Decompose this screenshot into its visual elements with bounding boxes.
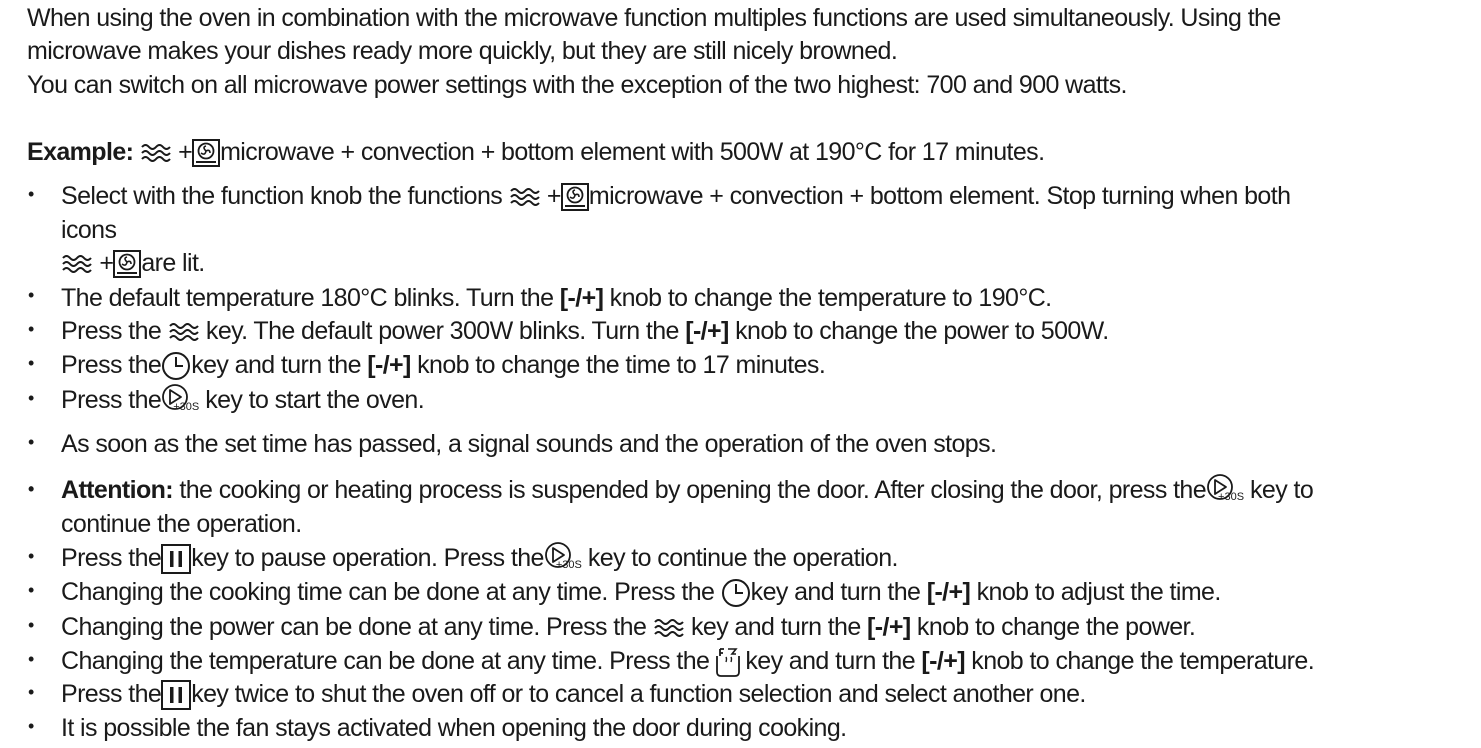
bullet: • xyxy=(28,353,34,373)
step-text: The default temperature 180°C blinks. Turn the xyxy=(61,284,554,312)
note-text: key and turn the xyxy=(690,613,861,641)
bullet: • xyxy=(28,682,34,702)
microwave-waves-icon xyxy=(168,321,200,343)
convection-fan-icon xyxy=(192,139,220,167)
plus-sign: + xyxy=(178,138,193,166)
step-text: knob to change the temperature to 190°C. xyxy=(609,284,1052,312)
step-text: Press the xyxy=(61,351,162,379)
note-fan: It is possible the fan stays activated when opening the door during cooking. xyxy=(61,714,847,742)
note-text: key to pause operation. Press the xyxy=(191,544,544,572)
note-text: key and turn the xyxy=(750,578,921,606)
intro-line-2: microwave makes your dishes ready more quickly, but they are still nicely browned. xyxy=(27,37,898,65)
thermometer-icon xyxy=(709,645,745,679)
step-text: key. The default power 300W blinks. Turn the xyxy=(205,317,679,345)
note-text: knob to change the temperature. xyxy=(971,647,1315,675)
note-text: continue the operation. xyxy=(61,510,302,538)
bullet: • xyxy=(28,546,34,566)
note-pause xyxy=(61,541,898,575)
step-text: icons xyxy=(61,216,117,244)
note-change-temperature xyxy=(61,644,1314,678)
example-line xyxy=(27,135,1044,169)
bullet: • xyxy=(28,285,34,305)
step-text: Press the xyxy=(61,317,162,345)
step-finished: As soon as the set time has passed, a signal sounds and the operation of the oven stops. xyxy=(61,430,997,458)
bullet: • xyxy=(28,388,34,408)
step-text: Select with the function knob the functions xyxy=(61,182,503,210)
start-icon-label: +30S xyxy=(1218,491,1245,504)
step-time xyxy=(61,348,825,382)
start-icon-label: +30S xyxy=(555,559,582,572)
bullet: • xyxy=(28,319,34,339)
note-text: knob to change the power. xyxy=(916,613,1196,641)
intro-line-1: When using the oven in combination with the microwave function multiples functions are used simultaneously. Using the xyxy=(27,4,1281,32)
knob-label: [-/+] xyxy=(921,647,965,675)
microwave-waves-icon xyxy=(653,617,685,639)
bullet: • xyxy=(28,649,34,669)
bullet: • xyxy=(28,580,34,600)
bullet: • xyxy=(28,479,34,499)
step-power xyxy=(61,314,1109,348)
note-text: key and turn the xyxy=(745,647,916,675)
step-icons-lit xyxy=(61,246,205,280)
pause-icon xyxy=(161,680,191,710)
attention-label: Attention: xyxy=(61,476,174,504)
start-plus30s-icon xyxy=(544,542,588,576)
pause-icon xyxy=(161,544,191,574)
note-text: Changing the temperature can be done at any time. Press the xyxy=(61,647,710,675)
step-text: key to start the oven. xyxy=(205,386,425,414)
convection-fan-icon xyxy=(113,250,141,278)
note-text: Changing the cooking time can be done at any time. Press the xyxy=(61,578,715,606)
example-label: Example: xyxy=(27,138,134,166)
note-text: Press the xyxy=(61,544,162,572)
example-text: microwave + convection + bottom element with 500W at 190°C for 17 minutes. xyxy=(220,138,1045,166)
note-text: Press the xyxy=(61,680,162,708)
step-text: key and turn the xyxy=(191,351,361,379)
knob-label: [-/+] xyxy=(559,284,604,312)
step-text: knob to change the power to 500W. xyxy=(735,317,1109,345)
note-change-time xyxy=(61,575,1221,609)
step-text: are lit. xyxy=(141,249,205,277)
start-plus30s-icon xyxy=(1206,474,1250,508)
step-select-function xyxy=(61,179,1290,213)
intro-line-3: You can switch on all microwave power settings with the exception of the two highest: 700 and 900 watts. xyxy=(27,71,1127,99)
note-change-power xyxy=(61,610,1195,644)
note-cancel xyxy=(61,677,1086,711)
clock-icon xyxy=(721,578,751,608)
plus-sign: + xyxy=(546,182,561,210)
note-text: Changing the power can be done at any time. Press the xyxy=(61,613,647,641)
note-text: the cooking or heating process is suspended by opening the door. After closing the door, press the xyxy=(179,476,1207,504)
bullet: • xyxy=(28,716,34,736)
step-start xyxy=(61,383,424,417)
note-text: key to xyxy=(1250,476,1314,504)
step-text: knob to change the time to 17 minutes. xyxy=(417,351,826,379)
note-text: key to continue the operation. xyxy=(587,544,898,572)
note-text: key twice to shut the oven off or to cancel a function selection and select another one. xyxy=(191,680,1086,708)
note-attention xyxy=(61,473,1313,507)
note-text: knob to adjust the time. xyxy=(976,578,1221,606)
knob-label: [-/+] xyxy=(367,351,411,379)
plus-sign: + xyxy=(99,249,114,277)
microwave-waves-icon xyxy=(509,186,541,208)
knob-label: [-/+] xyxy=(926,578,971,606)
bullet: • xyxy=(28,432,34,452)
clock-icon xyxy=(161,351,191,381)
knob-label: [-/+] xyxy=(685,317,729,345)
start-plus30s-icon xyxy=(161,384,205,418)
microwave-waves-icon xyxy=(140,142,172,164)
microwave-waves-icon xyxy=(61,253,93,275)
bullet: • xyxy=(28,615,34,635)
step-text: microwave + convection + bottom element. Stop turning when both xyxy=(588,182,1291,210)
step-text: Press the xyxy=(61,386,162,414)
knob-label: [-/+] xyxy=(867,613,911,641)
convection-fan-icon xyxy=(561,183,589,211)
bullet: • xyxy=(28,184,34,204)
start-icon-label: +30S xyxy=(173,401,200,414)
step-temperature xyxy=(61,281,1052,315)
